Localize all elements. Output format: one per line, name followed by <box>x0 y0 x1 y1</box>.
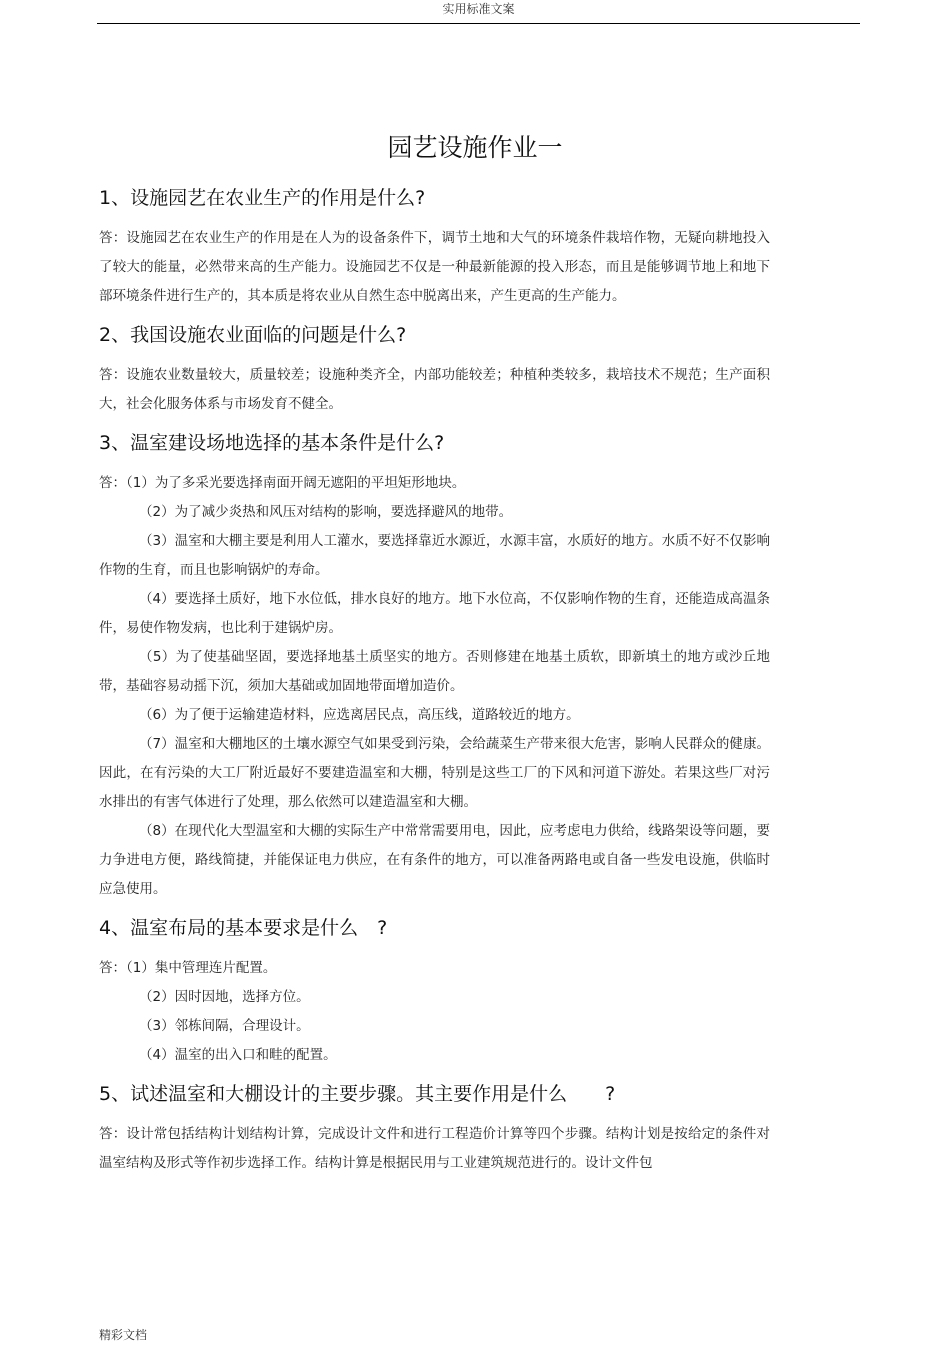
section-2 <box>99 319 770 419</box>
document-body <box>99 182 770 1186</box>
question-4: 4、温室布局的基本要求是什么 ? <box>99 917 388 939</box>
section-3 <box>99 427 770 904</box>
answer-4-item-1: 答：（1）集中管理连片配置。 <box>99 960 277 976</box>
answer-3-item-3: （3）温室和大棚主要是利用人工灌水，要选择靠近水源近，水源丰富，水质好的地方。水质不好不仅影响作物的生育，而且也影响锅炉的寿命。 <box>99 533 770 578</box>
section-1 <box>99 182 770 311</box>
answer-2: 答：设施农业数量较大，质量较差；设施种类齐全，内部功能较差；种植种类较多，栽培技术不规范；生产面积大，社会化服务体系与市场发育不健全。 <box>99 367 770 412</box>
question-5: 5、试述温室和大棚设计的主要步骤。其主要作用是什么 ? <box>99 1083 616 1105</box>
page-footer: 精彩文档 <box>99 1328 148 1342</box>
page-header: 实用标准文案 <box>97 0 860 24</box>
question-3: 3、温室建设场地选择的基本条件是什么? <box>99 432 445 454</box>
question-2: 2、我国设施农业面临的问题是什么? <box>99 324 407 346</box>
section-4 <box>99 912 770 1070</box>
answer-4-item-3: （3）邻栋间隔，合理设计。 <box>139 1018 310 1034</box>
question-1: 1、设施园艺在农业生产的作用是什么? <box>99 187 426 209</box>
document-title: 园艺设施作业一 <box>387 133 563 162</box>
answer-3-item-4: （4）要选择土质好，地下水位低，排水良好的地方。地下水位高，不仅影响作物的生育，还能造成高温条件，易使作物发病，也比利于建锅炉房。 <box>99 591 770 636</box>
answer-3-item-7: （7）温室和大棚地区的土壤水源空气如果受到污染，会给蔬菜生产带来很大危害，影响人民群众的健康。因此，在有污染的大工厂附近最好不要建造温室和大棚，特别是这些工厂的下风和河道下游处。若果这些厂对污水排出的有害气体进行了处理，那么依然可以建造温室和大棚。 <box>99 736 770 810</box>
answer-3-item-2: （2）为了减少炎热和风压对结构的影响，要选择避风的地带。 <box>139 504 513 520</box>
answer-4-item-4: （4）温室的出入口和畦的配置。 <box>139 1047 337 1063</box>
answer-1: 答：设施园艺在农业生产的作用是在人为的设备条件下，调节土地和大气的环境条件栽培作物，无疑向耕地投入了较大的能量，必然带来高的生产能力。设施园艺不仅是一种最新能源的投入形态，而且是能够调节地上和地下部环境条件进行生产的，其本质是将农业从自然生态中脱离出来，产生更高的生产能力。 <box>99 230 770 304</box>
answer-3-item-5: （5）为了使基础坚固，要选择地基土质坚实的地方。否则修建在地基土质软，即新填土的地方或沙丘地带，基础容易动摇下沉，须加大基础或加固地带面增加造价。 <box>99 649 770 694</box>
answer-3-item-1: 答：（1）为了多采光要选择南面开阔无遮阳的平坦矩形地块。 <box>99 475 466 491</box>
answer-3-item-8: （8）在现代化大型温室和大棚的实际生产中常常需要用电，因此，应考虑电力供给，线路架设等问题，要力争进电方便，路线简捷，并能保证电力供应，在有条件的地方，可以准备两路电或自备一些发电设施，供临时应急使用。 <box>99 823 770 897</box>
answer-3-item-6: （6）为了便于运输建造材料，应选离居民点，高压线，道路较近的地方。 <box>139 707 580 723</box>
answer-4-item-2: （2）因时因地，选择方位。 <box>139 989 310 1005</box>
section-5 <box>99 1078 770 1178</box>
answer-5: 答：设计常包括结构计划结构计算，完成设计文件和进行工程造价计算等四个步骤。结构计划是按给定的条件对温室结构及形式等作初步选择工作。结构计算是根据民用与工业建筑规范进行的。设计文件包 <box>99 1126 770 1171</box>
